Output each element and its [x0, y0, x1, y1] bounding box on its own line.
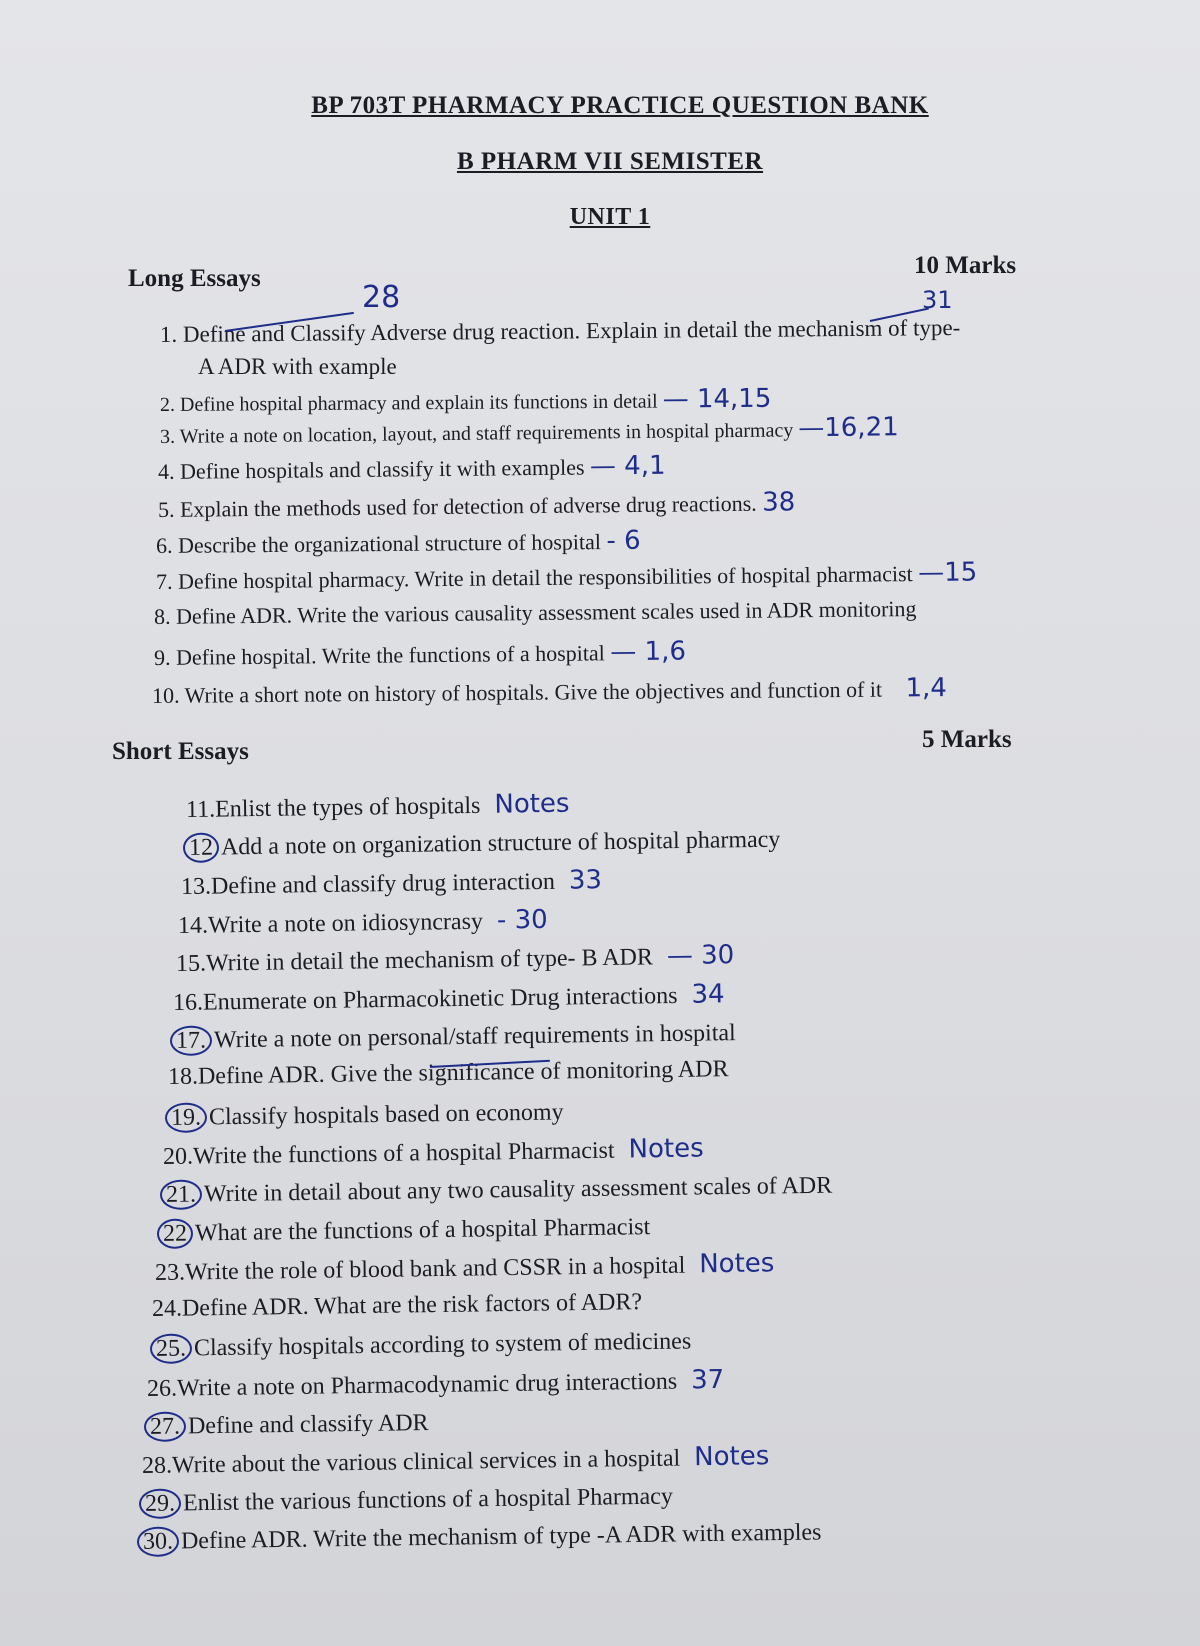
question-number: 6. — [155, 532, 173, 558]
question-text: Define ADR. Write the various causality assessment scales used in ADR monitoring — [175, 596, 917, 629]
handwritten-note: — 1,6 — [610, 636, 687, 668]
question-text: Write the functions of a hospital Pharmacist — [192, 1137, 615, 1170]
question-number: 12 — [183, 832, 219, 862]
question-text: Write a note on personal/staff requirements in hospital — [213, 1020, 736, 1054]
question-number: 8. — [153, 603, 171, 629]
handwritten-note: 1,4 — [905, 673, 948, 704]
handwritten-note: 34 — [691, 979, 725, 1010]
question-text: Define ADR. Write the mechanism of type -A ADR with examples — [180, 1519, 822, 1555]
short-question-30 — [137, 1517, 822, 1557]
question-text: Add a note on organization structure of hospital pharmacy — [220, 826, 781, 861]
short-question-21 — [160, 1171, 833, 1210]
question-text: Define hospital. Write the functions of a hospital — [175, 640, 605, 670]
short-question-14 — [178, 905, 548, 940]
question-number: 22 — [157, 1218, 193, 1248]
handwritten-note: Notes — [693, 1441, 770, 1473]
long-question-7 — [156, 557, 978, 596]
long-question-1-cont: A ADR with example — [198, 354, 397, 379]
question-text: Enlist the various functions of a hospital Pharmacy — [182, 1483, 674, 1517]
short-question-11 — [186, 789, 570, 824]
question-number: 11. — [185, 796, 216, 823]
long-question-2 — [160, 384, 772, 418]
question-text: Classify hospitals based on economy — [208, 1099, 564, 1131]
short-question-24 — [152, 1289, 642, 1323]
question-number: 29. — [139, 1488, 181, 1519]
question-text: Write a short note on history of hospitals. Give the objectives and function of it — [184, 676, 883, 708]
long-question-5 — [158, 487, 796, 524]
short-question-25 — [150, 1326, 692, 1364]
question-number: 23. — [154, 1259, 186, 1286]
long-question-8 — [154, 596, 917, 630]
question-number: 16. — [172, 989, 204, 1016]
long-essays-heading: Long Essays — [128, 265, 261, 292]
short-question-16 — [173, 979, 725, 1017]
question-number: 2. — [159, 393, 176, 416]
handwritten-note: Notes — [494, 788, 570, 820]
handwritten-note: —16,21 — [798, 412, 899, 444]
handwritten-note: 37 — [690, 1364, 725, 1396]
semester-heading: B PHARM VII SEMISTER — [456, 148, 764, 175]
handwritten-note: - 6 — [606, 525, 641, 557]
question-number: 27. — [144, 1411, 186, 1442]
handwritten-note: — 14,15 — [662, 383, 772, 415]
question-number: 18. — [167, 1063, 199, 1090]
question-number: 20. — [162, 1143, 194, 1170]
question-text: Define and classify drug interaction — [210, 868, 556, 900]
handwritten-note: 31 — [922, 286, 953, 314]
handwritten-note: Notes — [628, 1133, 704, 1165]
long-essays-marks: 10 Marks — [914, 252, 1017, 279]
short-question-29 — [139, 1482, 673, 1519]
question-number: 1. — [159, 321, 178, 347]
question-text: Write a note on location, layout, and staff requirements in hospital pharmacy — [179, 419, 794, 448]
handwritten-note: —15 — [918, 557, 978, 589]
short-question-13 — [181, 865, 602, 901]
question-text: Write in detail about any two causality assessment scales of ADR — [203, 1172, 833, 1208]
short-question-17 — [170, 1018, 736, 1056]
question-number: 15. — [175, 950, 207, 977]
long-question-9 — [154, 636, 686, 672]
handwritten-note: 33 — [568, 865, 603, 896]
handwritten-note: Notes — [699, 1248, 775, 1280]
long-question-3 — [160, 412, 899, 450]
long-question-10 — [152, 673, 947, 710]
short-question-22 — [157, 1212, 651, 1249]
short-question-18 — [168, 1056, 729, 1091]
long-question-6 — [156, 526, 641, 560]
long-question-1 — [160, 315, 960, 348]
handwritten-note: 38 — [762, 487, 796, 518]
question-text: Describe the organizational structure of hospital — [177, 529, 602, 558]
question-text: Define and classify ADR — [187, 1410, 429, 1440]
question-text: Write a note on idiosyncrasy — [207, 908, 484, 939]
question-text: Define hospital pharmacy and explain its functions in detail — [179, 390, 658, 416]
question-text: Write a note on Pharmacodynamic drug interactions — [176, 1368, 678, 1402]
question-text: Explain the methods used for detection of adverse drug reactions. — [179, 490, 757, 522]
short-question-12 — [183, 825, 781, 863]
question-number: 13. — [180, 873, 212, 900]
question-text: Classify hospitals according to system of medicines — [193, 1328, 692, 1362]
handwritten-note: - 30 — [496, 904, 548, 936]
question-number: 9. — [153, 644, 171, 670]
question-text: Write in detail the mechanism of type- B ADR — [205, 944, 654, 977]
short-question-27 — [144, 1408, 429, 1442]
page-title: BP 703T PHARMACY PRACTICE QUESTION BANK — [311, 92, 929, 119]
question-number: 5. — [157, 496, 175, 522]
short-essays-heading: Short Essays — [112, 738, 249, 765]
question-text: Write the role of blood bank and CSSR in a hospital — [184, 1252, 686, 1286]
question-number: 7. — [155, 568, 173, 594]
question-number: 30. — [137, 1526, 179, 1557]
question-number: 24. — [151, 1295, 183, 1322]
long-question-4 — [158, 451, 666, 486]
question-number: 25. — [150, 1333, 192, 1364]
question-number: 4. — [157, 458, 175, 484]
question-text: Define hospitals and classify it with examples — [179, 454, 585, 484]
handwritten-note: — 4,1 — [589, 450, 666, 482]
unit-heading: UNIT 1 — [569, 204, 651, 230]
handwritten-note: 28 — [362, 280, 401, 315]
question-number: 26. — [146, 1375, 178, 1402]
question-number: 19. — [165, 1102, 207, 1133]
short-question-19 — [165, 1097, 564, 1133]
question-text: Enumerate on Pharmacokinetic Drug interactions — [202, 982, 678, 1016]
short-essays-marks: 5 Marks — [922, 726, 1012, 753]
question-text: What are the functions of a hospital Pharmacist — [194, 1214, 651, 1247]
question-number: 3. — [159, 425, 176, 448]
question-text: Define ADR. Give the significance of monitoring ADR — [197, 1056, 729, 1090]
short-question-15 — [176, 940, 735, 978]
short-question-28 — [142, 1441, 770, 1480]
question-text: Define hospital pharmacy. Write in detail the responsibilities of hospital pharmacist — [177, 561, 913, 594]
question-number: 21. — [160, 1179, 202, 1210]
question-text: Define ADR. What are the risk factors of ADR? — [181, 1289, 643, 1322]
question-text: Enlist the types of hospitals — [214, 792, 481, 823]
handwritten-note: — 30 — [666, 940, 735, 972]
short-question-20 — [163, 1133, 704, 1171]
question-number: 28. — [141, 1452, 173, 1479]
question-number: 14. — [177, 912, 209, 939]
question-text: Write about the various clinical services in a hospital — [171, 1445, 681, 1479]
short-question-26 — [147, 1365, 725, 1403]
short-question-23 — [155, 1248, 775, 1287]
question-text: Define and Classify Adverse drug reaction. Explain in detail the mechanism of type- — [182, 315, 961, 347]
question-number: 17. — [170, 1025, 212, 1056]
question-number: 10. — [151, 682, 180, 708]
